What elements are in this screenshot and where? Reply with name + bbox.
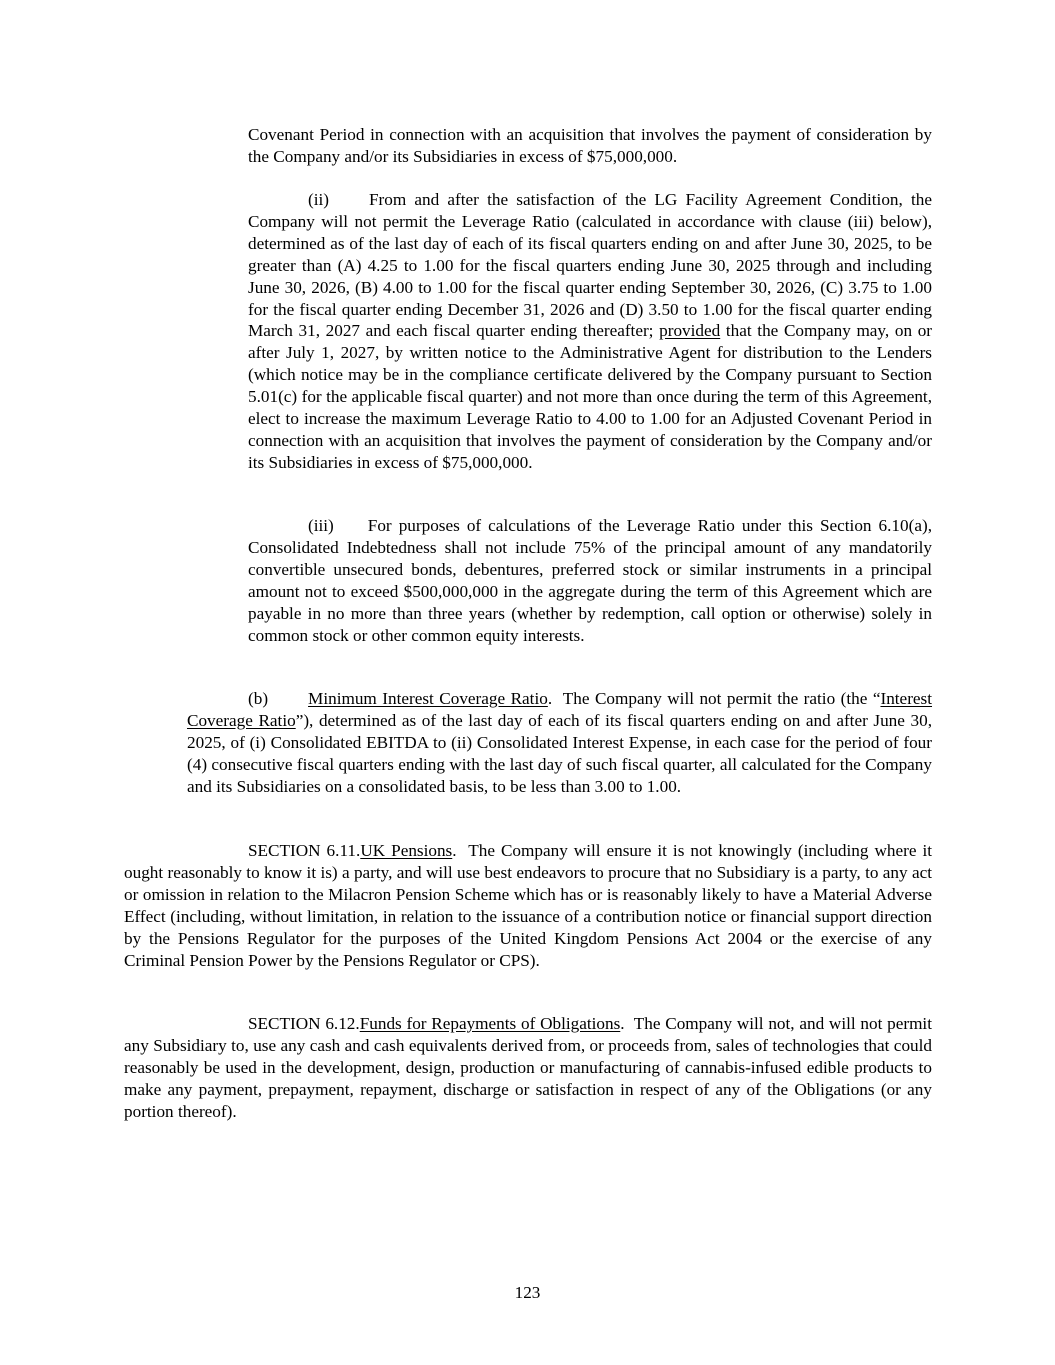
paragraph-continuation <box>248 124 932 168</box>
section-heading: UK Pensions <box>360 841 453 860</box>
heading-punctuation: . <box>452 841 457 860</box>
clause-label: (ii) <box>308 190 329 209</box>
paragraph-text: From and after the satisfaction of the LG Facility Agreement Condition, the Company will not permit the Leverage Ratio (calculated in accordance with clause (iii) below), determined as of the last day of each of its fiscal quarters ending on and after June 30, 2025, to be greater than (A) 4.25 to 1.00 for the fiscal quarters ending June 30, 2025 through and including June 30, 2026, (B) 4.00 to 1.00 for the fiscal quarter ending September 30, 2026, (C) 3.75 to 1.00 for the fiscal quarter ending December 31, 2026 and (D) 3.50 to 1.00 for the fiscal quarter ending March 31, 2027 and each fiscal quarter ending thereafter; <box>248 190 932 341</box>
section-6-12 <box>124 1013 932 1123</box>
paragraph-text: The Company will not, and will not permit any Subsidiary to, use any cash and cash equivalents derived from, or proceeds from, sales of technologies that could reasonably be used in the development, design, production or manufacturing of cannabis-infused edible products to make any payment, prepayment, repayment, discharge or satisfaction in respect of any of the Obligations (or any portion thereof). <box>124 1014 932 1121</box>
section-heading: Funds for Repayments of Obligations <box>359 1014 621 1033</box>
section-6-11 <box>124 840 932 971</box>
paragraph-text: Covenant Period in connection with an acquisition that involves the payment of consideration by the Company and/or its Subsidiaries in excess of $75,000,000. <box>248 125 932 166</box>
page-number: 123 <box>514 1283 541 1302</box>
defined-term: Interest Coverage Ratio <box>187 689 933 730</box>
section-label: SECTION 6.11. <box>248 841 361 860</box>
underlined-term-provided: provided <box>659 321 721 341</box>
heading-punctuation: . <box>620 1014 625 1033</box>
section-heading: Minimum Interest Coverage Ratio <box>308 689 548 708</box>
paragraph-text: The Company will ensure it is not knowingly (including where it ought reasonably to know it is) a party, and will use best endeavors to procure that no Subsidiary is a party, to any act or omission in relation to the Milacron Pension Scheme which has or is reasonably likely to have a Material Adverse Effect (including, without limitation, in relation to the issuance of a contribution notice or financial support direction by the Pensions Regulator for the purposes of the United Kingdom Pensions Act 2004 or the exercise of any Criminal Pension Power by the Pensions Regulator or CPS). <box>124 841 933 970</box>
paragraph-text-pre: The Company will not permit the ratio (the “ <box>562 689 881 708</box>
clause-label: (b) <box>248 689 269 708</box>
clause-label: (iii) <box>308 516 334 535</box>
paragraph-text-after: that the Company may, on or after July 1, 2027, by written notice to the Administrative Agent for distribution to the Lenders (which notice may be in the compliance certificate delivered by the Company pursuant to Section 5.01(c) for the applicable fiscal quarter) and not more than once during the term of this Agreement, elect to increase the maximum Leverage Ratio to 4.00 to 1.00 for an Adjusted Covenant Period in connection with an acquisition that involves the payment of consideration by the Company and/or its Subsidiaries in excess of $75,000,000. <box>248 321 933 472</box>
paragraph-text-post: ”), determined as of the last day of each of its fiscal quarters ending on and after June 30, 2025, of (i) Consolidated EBITDA to (ii) Consolidated Interest Expense, in each case for the period of four (4) consecutive fiscal quarters ending with the last day of such fiscal quarter, all calculated for the Company and its Subsidiaries on a consolidated basis, to be less than 3.00 to 1.00. <box>187 710 932 796</box>
section-label: SECTION 6.12. <box>248 1014 360 1033</box>
heading-punctuation: . <box>547 689 553 708</box>
paragraph-clause-ii <box>248 189 932 474</box>
paragraph-clause-b <box>187 688 932 798</box>
paragraph-clause-iii <box>248 515 932 646</box>
paragraph-text: For purposes of calculations of the Leverage Ratio under this Section 6.10(a), Consolidated Indebtedness shall not include 75% of the principal amount of any mandatorily convertible unsecured bonds, debentures, preferred stock or similar instruments in a principal amount not to exceed $500,000,000 in the aggregate during the term of this Agreement which are payable in no more than three years (whether by redemption, call option or otherwise) solely in common stock or other common equity interests. <box>248 516 932 645</box>
